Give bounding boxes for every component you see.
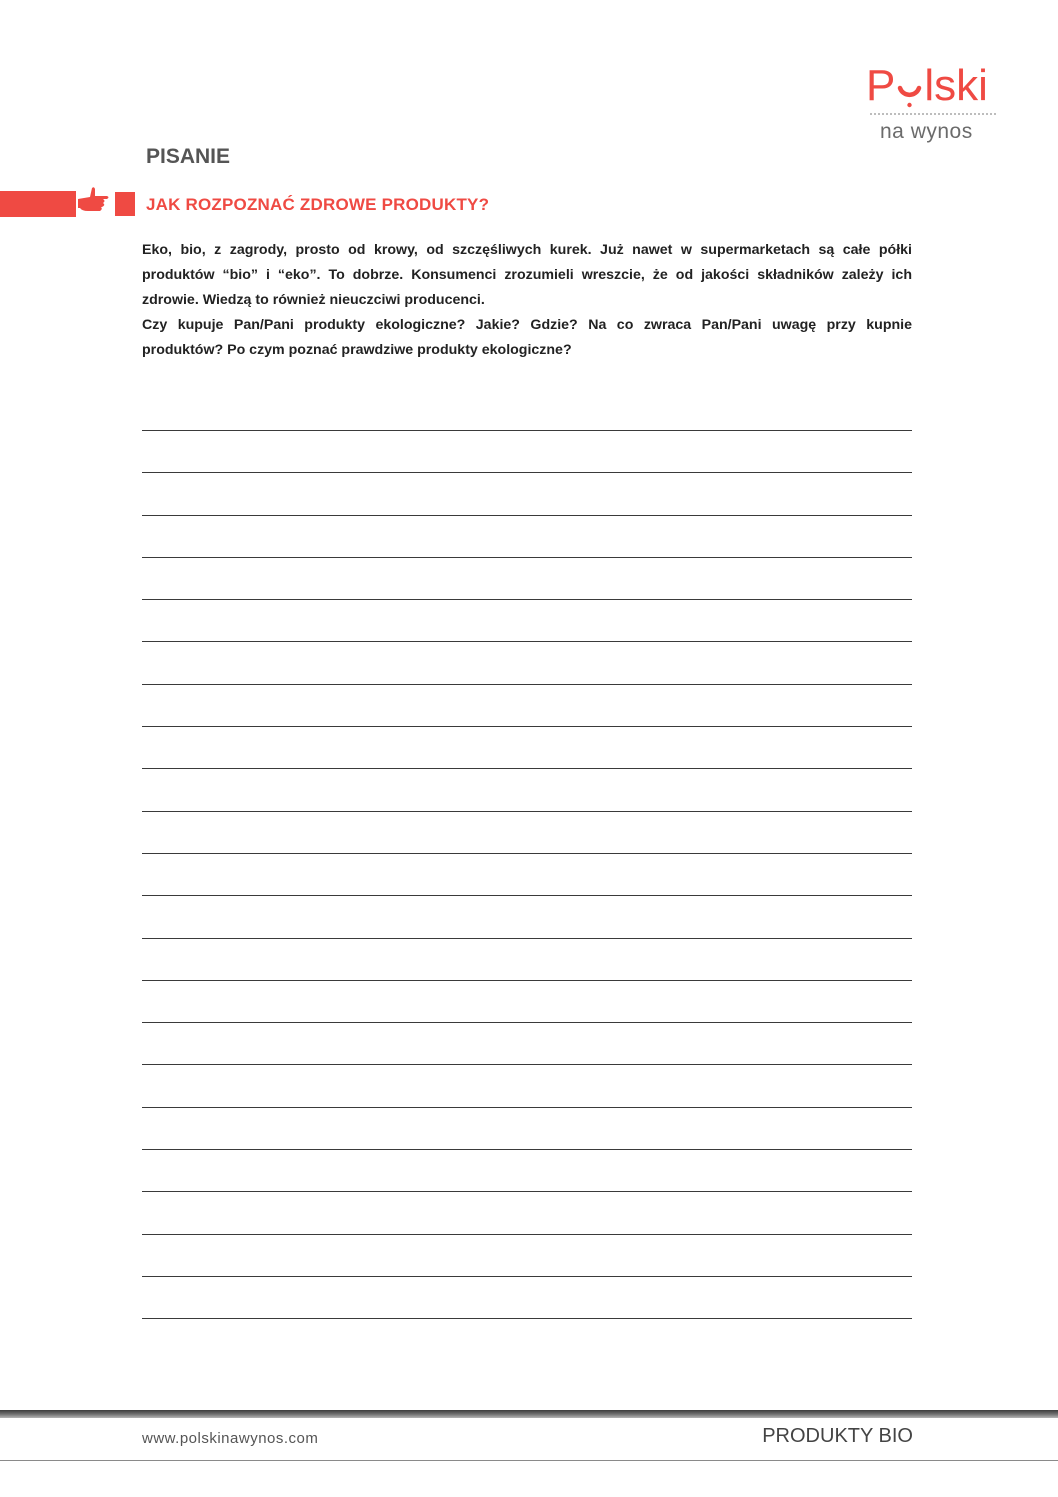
answer-line[interactable] <box>142 557 912 599</box>
pointing-hand-icon <box>76 184 112 220</box>
logo-letter-p: P <box>866 61 896 110</box>
logo-wordmark <box>866 58 1000 108</box>
answer-line[interactable] <box>142 980 912 1022</box>
answer-line[interactable] <box>142 768 912 810</box>
answer-line[interactable] <box>142 726 912 768</box>
intro-paragraph: Eko, bio, z zagrody, prosto od krowy, od szczęśliwych kurek. Już nawet w supermarketach są całe półki produktów “bio” i “eko”. To dobrze. Konsumenci zrozumieli wreszcie, że od jakości składników zależy ich zdrowie. Wiedzą to również nieuczciwi producenci. <box>142 242 912 308</box>
accent-bar <box>0 191 76 217</box>
answer-line[interactable] <box>142 1022 912 1064</box>
answer-line[interactable] <box>142 811 912 853</box>
answer-line[interactable] <box>142 853 912 895</box>
footer-bar <box>0 1410 1058 1418</box>
answer-line[interactable] <box>142 1276 912 1318</box>
answer-line[interactable] <box>142 938 912 980</box>
answer-line[interactable] <box>142 472 912 514</box>
logo-divider <box>870 113 996 115</box>
answer-line[interactable] <box>142 895 912 937</box>
answer-line[interactable] <box>142 1191 912 1233</box>
logo-subtitle: na wynos <box>880 120 973 143</box>
footer-divider <box>0 1460 1058 1461</box>
brand-logo <box>866 58 1000 150</box>
answer-line[interactable] <box>142 1064 912 1106</box>
answer-line[interactable] <box>142 1149 912 1191</box>
answer-line[interactable] <box>142 599 912 641</box>
task-title: JAK ROZPOZNAĆ ZDROWE PRODUKTY? <box>146 195 490 214</box>
answer-line[interactable] <box>142 684 912 726</box>
questions-paragraph: Czy kupuje Pan/Pani produkty ekologiczne? Jakie? Gdzie? Na co zwraca Pan/Pani uwagę przy kupnie produktów? Po czym poznać prawdziwe produkty ekologiczne? <box>142 317 912 358</box>
answer-line[interactable] <box>142 430 912 472</box>
footer-topic: PRODUKTY BIO <box>762 1425 913 1447</box>
answer-line[interactable] <box>142 1318 912 1360</box>
answer-area[interactable] <box>142 430 912 1361</box>
answer-line[interactable] <box>142 641 912 683</box>
accent-square <box>115 192 135 216</box>
logo-o-icon <box>896 68 923 108</box>
footer-url: www.polskinawynos.com <box>142 1430 319 1447</box>
section-title: PISANIE <box>146 145 231 168</box>
logo-letters-lski: lski <box>924 61 988 110</box>
answer-line[interactable] <box>142 1234 912 1276</box>
task-description <box>142 238 912 363</box>
answer-line[interactable] <box>142 1107 912 1149</box>
answer-line[interactable] <box>142 515 912 557</box>
